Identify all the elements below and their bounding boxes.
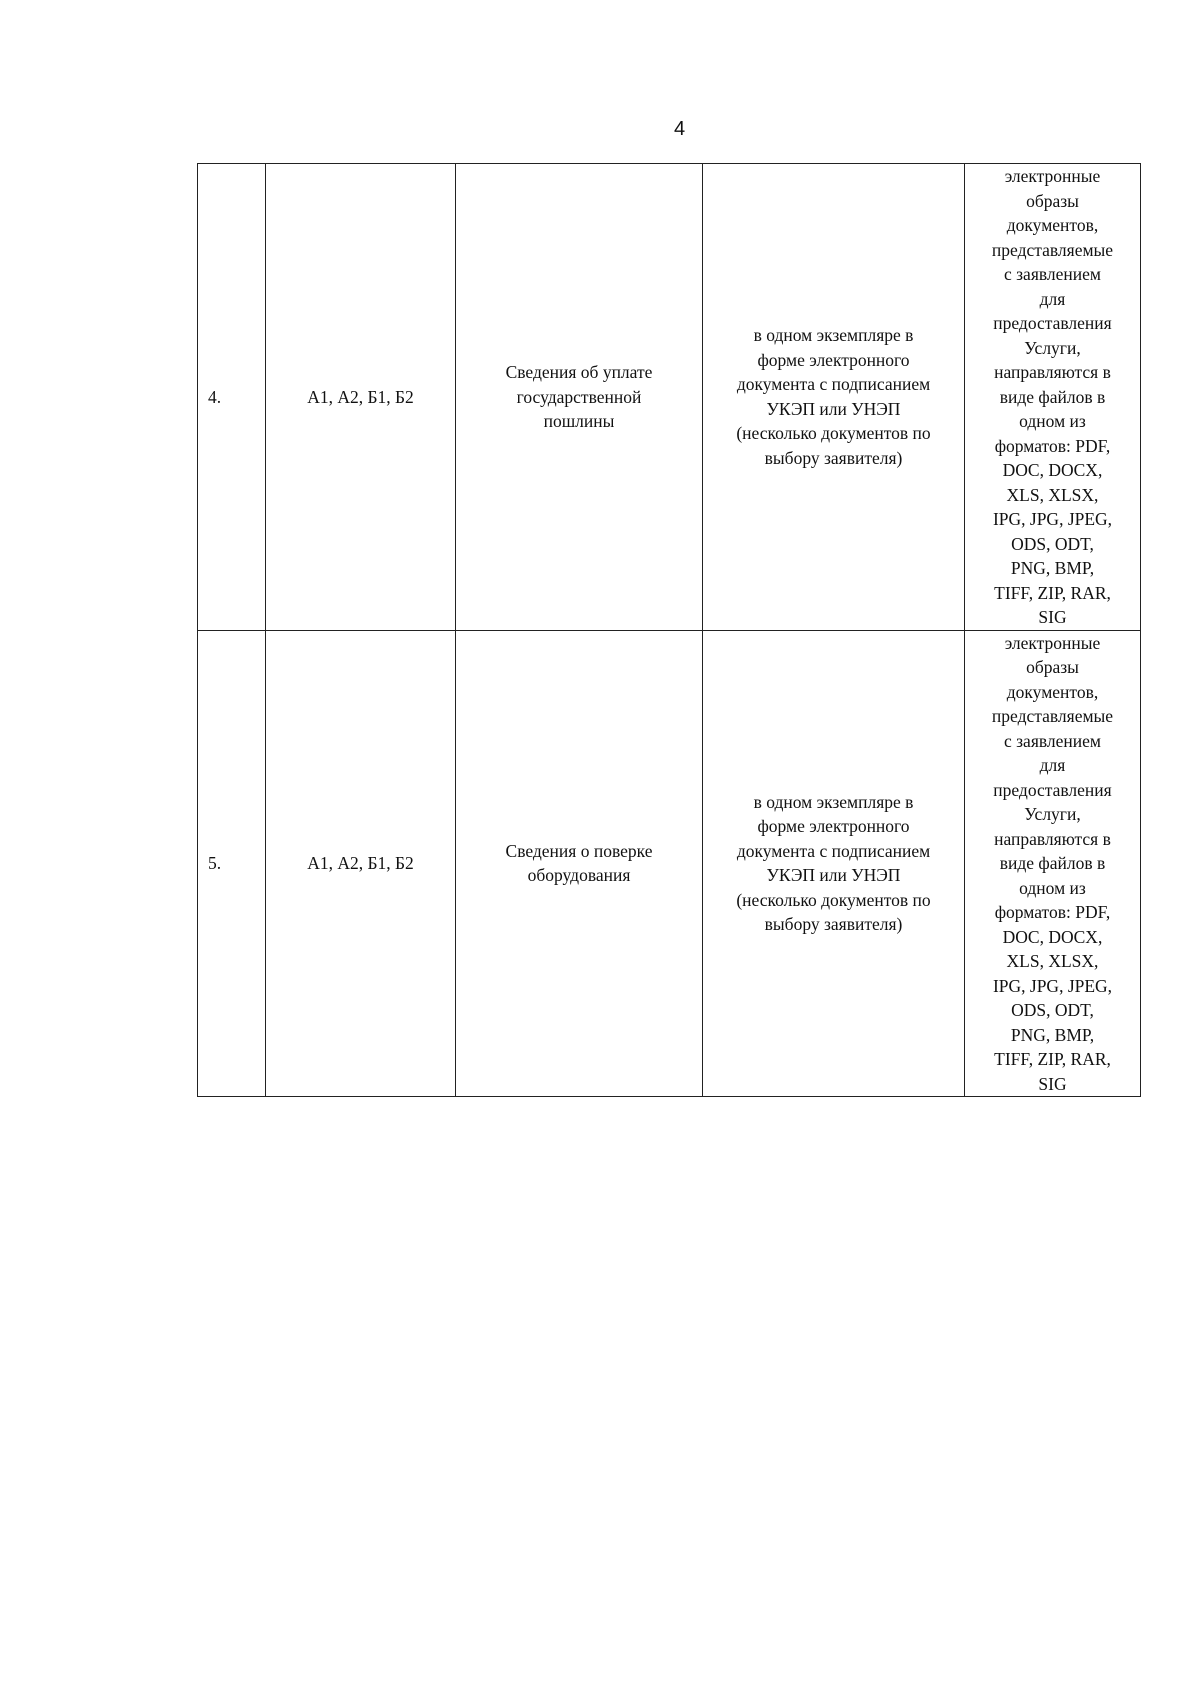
name-line: Сведения о поверке <box>505 840 653 861</box>
format-line: образы <box>1026 190 1079 211</box>
format-line: представляемые <box>991 706 1114 726</box>
format-line: для <box>1039 755 1066 775</box>
name-line: оборудования <box>527 865 631 886</box>
form-line: форме электронного <box>757 349 910 370</box>
submission-form-cell <box>703 630 965 1097</box>
name-line: пошлины <box>543 411 615 431</box>
format-line: TIFF, ZIP, RAR, <box>994 1049 1111 1069</box>
format-line: ODS, ODT, <box>1011 533 1094 554</box>
format-line: XLS, XLSX, <box>1006 484 1099 505</box>
form-line: УКЭП или УНЭП <box>766 865 901 886</box>
format-line: электронные <box>1004 166 1101 186</box>
format-line: SIG <box>1038 1073 1067 1094</box>
page-number: 4 <box>674 118 686 140</box>
format-line: с заявлением <box>1004 730 1101 751</box>
format-line: TIFF, ZIP, RAR, <box>994 582 1111 603</box>
format-line: виде файлов в <box>999 386 1106 407</box>
documents-table <box>197 163 1141 1097</box>
submission-form-cell <box>703 164 965 631</box>
categories-cell: А1, А2, Б1, Б2 <box>266 630 456 1097</box>
format-line: IPG, JPG, JPEG, <box>992 975 1113 996</box>
format-line: электронные <box>1004 632 1101 653</box>
form-line: выбору заявителя) <box>764 914 903 935</box>
format-line: документов, <box>1006 681 1099 702</box>
form-line: документа с подписанием <box>736 374 931 395</box>
file-formats-cell <box>965 164 1141 631</box>
document-name-cell <box>456 630 703 1097</box>
format-line: для <box>1039 288 1066 309</box>
format-line: виде файлов в <box>999 853 1106 873</box>
form-line: в одном экземпляре в <box>753 791 914 812</box>
format-line: представляемые <box>991 239 1114 260</box>
format-line: DOC, DOCX, <box>1002 926 1103 947</box>
format-line: направляются в <box>994 362 1111 382</box>
format-line: SIG <box>1038 607 1067 627</box>
name-line: Сведения об уплате <box>505 362 653 382</box>
form-line: (несколько документов по <box>736 889 931 910</box>
format-line: XLS, XLSX, <box>1006 951 1099 971</box>
form-line: УКЭП или УНЭП <box>766 398 901 419</box>
format-line: PNG, BMP, <box>1010 1024 1095 1045</box>
file-formats-cell <box>965 630 1141 1097</box>
format-line: с заявлением <box>1004 264 1101 284</box>
document-name-cell <box>456 164 703 631</box>
row-number-cell: 5. <box>198 630 266 1097</box>
form-line: в одном экземпляре в <box>753 325 914 346</box>
form-line: форме электронного <box>757 816 910 837</box>
format-line: предоставления <box>993 313 1112 333</box>
format-line: Услуги, <box>1024 804 1081 824</box>
format-line: одном из <box>1019 877 1086 898</box>
format-line: Услуги, <box>1024 337 1081 358</box>
format-line: DOC, DOCX, <box>1002 460 1103 480</box>
format-line: образы <box>1026 657 1079 677</box>
table-row <box>198 630 1141 1097</box>
form-line: (несколько документов по <box>736 423 931 444</box>
row-number-cell: 4. <box>198 164 266 631</box>
categories-cell: А1, А2, Б1, Б2 <box>266 164 456 631</box>
format-line: форматов: PDF, <box>994 435 1111 456</box>
format-line: PNG, BMP, <box>1010 558 1095 578</box>
format-line: форматов: PDF, <box>994 902 1111 922</box>
form-line: выбору заявителя) <box>764 447 903 468</box>
format-line: ODS, ODT, <box>1011 1000 1094 1020</box>
format-line: предоставления <box>993 779 1112 800</box>
format-line: направляются в <box>994 828 1111 849</box>
format-line: документов, <box>1006 215 1099 235</box>
table-row <box>198 164 1141 631</box>
format-line: IPG, JPG, JPEG, <box>992 509 1113 529</box>
format-line: одном из <box>1019 411 1086 431</box>
form-line: документа с подписанием <box>736 840 931 861</box>
name-line: государственной <box>516 386 642 407</box>
